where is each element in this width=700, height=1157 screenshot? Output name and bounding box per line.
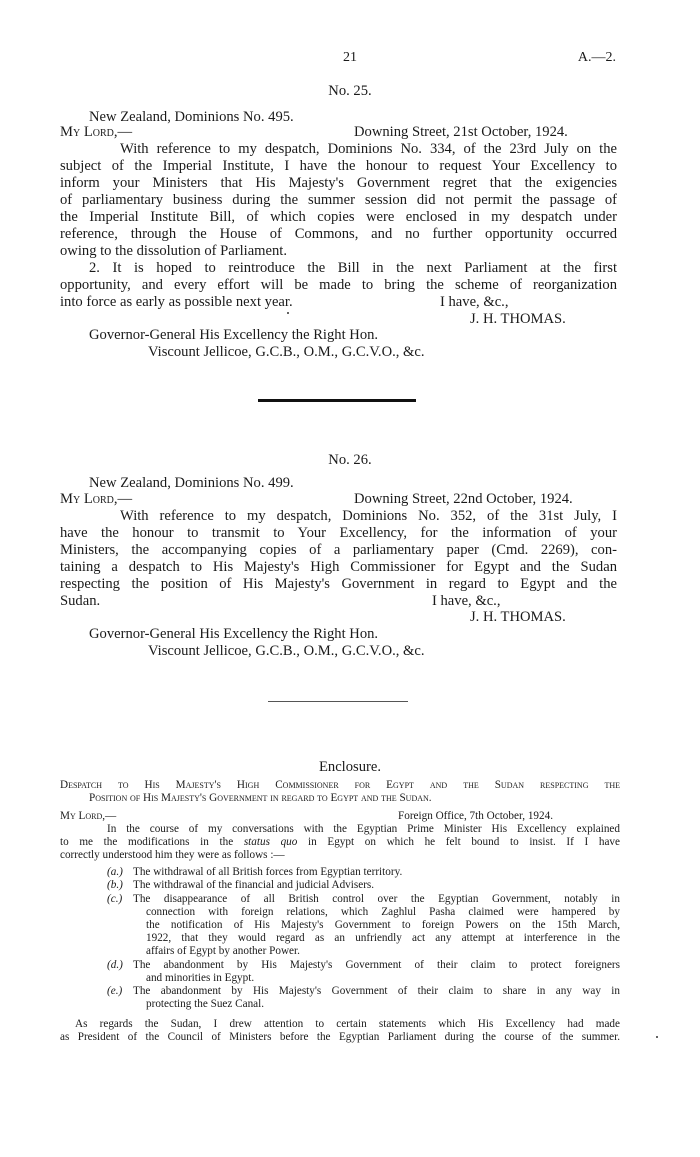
letter-25-body-line: subject of the Imperial Institute, I have the honour to request Your Excellency to	[60, 158, 617, 174]
enclosure-item-line: The abandonment by His Majesty's Government of their claim to share in any way in	[133, 985, 620, 997]
letter-25-place-date: Downing Street, 21st October, 1924.	[354, 124, 568, 140]
letter-26-closing: I have, &c.,	[432, 593, 501, 609]
letter-25-closing: I have, &c.,	[440, 294, 509, 310]
section-divider	[258, 399, 416, 402]
enclosure-item-line: protecting the Suez Canal.	[146, 998, 265, 1010]
document-reference: A.—2.	[577, 50, 616, 65]
enclosure-intro-line: to me the modifications in the status quo in Egypt on which he felt bound to insist. If I have	[60, 836, 620, 848]
letter-25-dominion: New Zealand, Dominions No. 495.	[89, 109, 294, 125]
letter-25-body-line: the Imperial Institute Bill, of which copies were enclosed in my despatch under	[60, 209, 617, 225]
enclosure-item-line: The disappearance of all British control over the Egyptian Government, notably in	[133, 893, 620, 905]
letter-26-dominion: New Zealand, Dominions No. 499.	[89, 475, 294, 491]
letter-26-body-line: Sudan.	[60, 593, 101, 609]
enclosure-item-line: The abandonment by His Majesty's Government of their claim to protect foreigners	[133, 959, 620, 971]
letter-26-salutation: My Lord,—	[60, 491, 133, 507]
letter-26-addressee: Viscount Jellicoe, G.C.B., O.M., G.C.V.O., &c.	[148, 643, 425, 659]
enclosure-item-label: (e.)	[107, 985, 123, 997]
letter-26-number: No. 26.	[328, 452, 372, 468]
letter-25-body-line: With reference to my despatch, Dominions No. 334, of the 23rd July on the	[120, 141, 617, 157]
print-speck	[287, 312, 289, 314]
enclosure-item-line: and minorities in Egypt.	[146, 972, 255, 984]
letter-25-body-line: inform your Ministers that His Majesty's Government regret that the exigencies	[60, 175, 617, 191]
letter-25-number: No. 25.	[328, 83, 372, 99]
letter-25-body-line: of parliamentary business during the summer session did not permit the passage of	[60, 192, 617, 208]
enclosure-item-label: (a.)	[107, 866, 123, 878]
enclosure-heading: Position of His Majesty's Government in regard to Egypt and the Sudan.	[89, 792, 432, 804]
letter-25-addressee: Viscount Jellicoe, G.C.B., O.M., G.C.V.O., &c.	[148, 344, 425, 360]
enclosure-item-label: (b.)	[107, 879, 123, 891]
print-speck	[656, 1036, 658, 1038]
enclosure-title: Enclosure.	[318, 759, 381, 775]
enclosure-intro-line: correctly understood him they were as follows :—	[60, 849, 285, 861]
letter-25-body-line: into force as early as possible next year.	[60, 294, 293, 310]
section-divider	[268, 701, 408, 702]
letter-25-addressee: Governor-General His Excellency the Right Hon.	[89, 327, 379, 343]
letter-25-salutation: My Lord,—	[60, 124, 133, 140]
enclosure-item-line: the notification of His Majesty's Government to foreign Powers on the 15th March,	[146, 919, 620, 931]
enclosure-item-label: (c.)	[107, 893, 123, 905]
letter-26-body-line: have the honour to transmit to Your Excellency, for the information of your	[60, 525, 617, 541]
letter-25-body-line: owing to the dissolution of Parliament.	[60, 243, 287, 259]
letter-25-body-line: 2. It is hoped to reintroduce the Bill in the next Parliament at the first	[89, 260, 617, 276]
enclosure-heading: Despatch to His Majesty's High Commissioner for Egypt and the Sudan respecting the	[60, 779, 620, 791]
enclosure-closing-line: as President of the Council of Ministers before the Egyptian Parliament during the course of the summer.	[60, 1031, 620, 1043]
letter-26-body-line: With reference to my despatch, Dominions No. 352, of the 31st July, I	[120, 508, 617, 524]
letter-26-place-date: Downing Street, 22nd October, 1924.	[354, 491, 573, 507]
enclosure-item-line: The withdrawal of the financial and judicial Advisers.	[133, 879, 375, 891]
enclosure-item-line: connection with foreign relations, which Zaghlul Pasha claimed were hampered by	[146, 906, 620, 918]
enclosure-item-line: The withdrawal of all British forces from Egyptian territory.	[133, 866, 403, 878]
enclosure-closing-line: As regards the Sudan, I drew attention to certain statements which His Excellency had made	[75, 1018, 620, 1030]
enclosure-intro-line: In the course of my conversations with the Egyptian Prime Minister His Excellency explained	[107, 823, 620, 835]
letter-26-body-line: taining a despatch to His Majesty's High Commissioner for Egypt and the Sudan	[60, 559, 617, 575]
enclosure-item-line: 1922, that they would regard as an unfriendly act any attempt at interference in the	[146, 932, 620, 944]
enclosure-item-label: (d.)	[107, 959, 123, 971]
letter-26-signature: J. H. THOMAS.	[470, 609, 566, 625]
enclosure-salutation: My Lord,—	[60, 810, 117, 822]
letter-25-body-line: opportunity, and every effort will be made to bring the scheme of reorganization	[60, 277, 617, 293]
letter-26-body-line: Ministers, the accompanying copies of a parliamentary paper (Cmd. 2269), con-	[60, 542, 617, 558]
letter-26-body-line: respecting the position of His Majesty's Government in regard to Egypt and the	[60, 576, 617, 592]
letter-25-body-line: reference, through the House of Commons, and no further opportunity occurred	[60, 226, 617, 242]
page-number: 21	[343, 50, 357, 65]
enclosure-item-line: affairs of Egypt by another Power.	[146, 945, 300, 957]
enclosure-place-date: Foreign Office, 7th October, 1924.	[398, 810, 554, 822]
letter-26-addressee: Governor-General His Excellency the Right Hon.	[89, 626, 379, 642]
letter-25-signature: J. H. THOMAS.	[470, 311, 566, 327]
